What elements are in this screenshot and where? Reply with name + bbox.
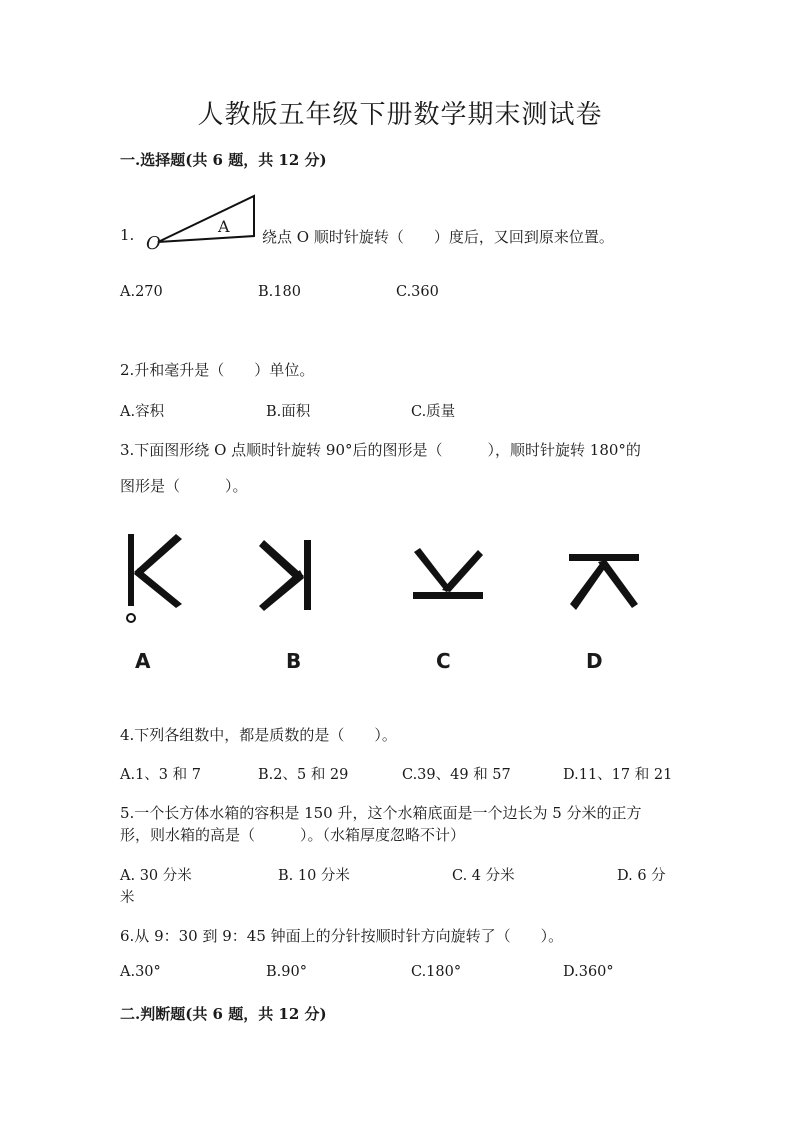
q4-option-b: B.2、5 和 29 [258, 767, 349, 783]
q4-text: 4.下列各组数中，都是质数的是（ ）。 [120, 726, 397, 744]
page-title: 人教版五年级下册数学期末测试卷 [197, 100, 603, 130]
q1-triangle-figure [146, 190, 258, 252]
q4-option-d: D.11、17 和 21 [563, 767, 673, 783]
q3-figure-a-k [118, 530, 188, 625]
q2-option-a: A.容积 [120, 404, 165, 420]
q2-option-b: B.面积 [266, 404, 311, 420]
section-heading-judgment: 二.判断题(共 6 题，共 12 分) [120, 1005, 327, 1023]
q3-figure-b-k-mirrored [256, 538, 318, 614]
q6-option-b: B.90° [266, 964, 307, 980]
q3-label-c: C [436, 649, 451, 673]
q5-text-line1: 5.一个长方体水箱的容积是 150 升，这个水箱底面是一个边长为 5 分米的正方 [120, 804, 642, 822]
q6-option-c: C.180° [411, 964, 462, 980]
q6-text: 6.从 9：30 到 9：45 钟面上的分针按顺时针方向旋转了（ ）。 [120, 927, 564, 945]
q3-label-a: A [135, 649, 151, 673]
q1-shape-label: A [218, 217, 230, 236]
q1-option-c: C.360 [396, 284, 439, 300]
q4-option-c: C.39、49 和 57 [402, 767, 511, 783]
q4-option-a: A.1、3 和 7 [120, 767, 201, 783]
q5-option-b: B. 10 分米 [278, 868, 350, 884]
q5-option-d: D. 6 分 [617, 868, 666, 884]
q5-text-line2: 形，则水箱的高是（ ）。（水箱厚度忽略不计） [120, 826, 466, 844]
q5-option-c: C. 4 分米 [452, 868, 515, 884]
q5-option-a: A. 30 分米 [120, 868, 192, 884]
q1-text: 绕点 O 顺时针旋转（ ）度后，又回到原来位置。 [262, 228, 614, 246]
q1-option-b: B.180 [258, 284, 301, 300]
q3-label-d: D [586, 649, 603, 673]
q6-option-a: A.30° [120, 964, 161, 980]
q5-option-d-wrap: 米 [120, 890, 135, 906]
q3-text-line1: 3.下面图形绕 O 点顺时针旋转 90°后的图形是（ ），顺时针旋转 180°的 [120, 441, 641, 459]
q3-figure-c-k-rotated [410, 546, 486, 606]
q2-text: 2.升和毫升是（ ）单位。 [120, 361, 315, 379]
q1-point-label: O [146, 233, 161, 254]
q1-option-a: A.270 [120, 284, 163, 300]
section-heading-choice: 一.选择题(共 6 题，共 12 分) [120, 151, 327, 169]
q2-option-c: C.质量 [411, 404, 456, 420]
q3-figure-d-k-rotated [566, 550, 642, 614]
q6-option-d: D.360° [563, 964, 614, 980]
q1-number: 1. [120, 226, 135, 244]
q3-text-line2: 图形是（ ）。 [120, 477, 248, 495]
q3-label-b: B [286, 649, 302, 673]
